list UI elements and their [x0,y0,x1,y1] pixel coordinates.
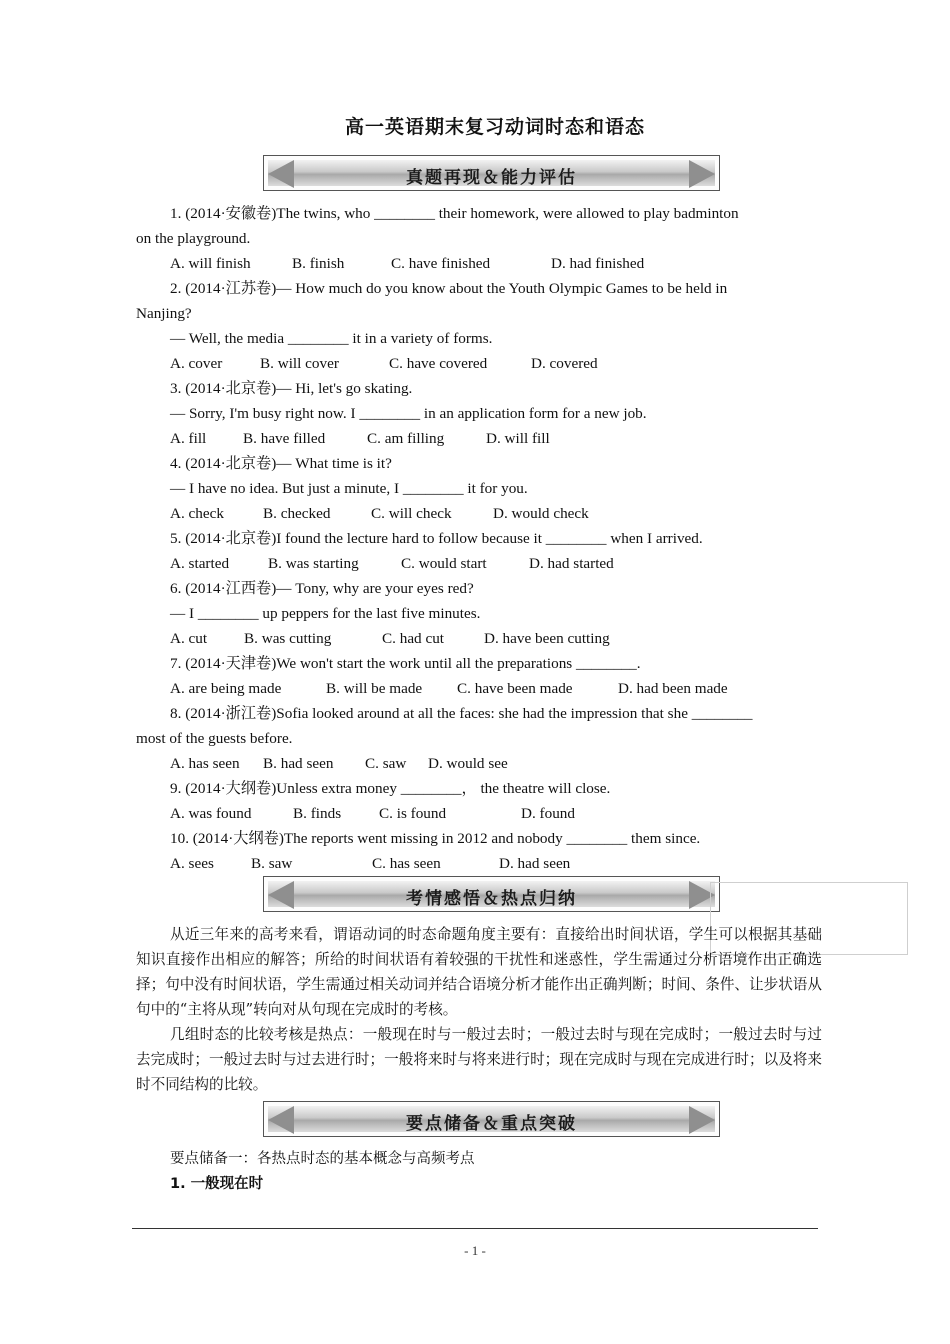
section-banner-exam-review [263,155,720,191]
option-c: C. has seen [372,855,441,872]
question-stem: 4. (2014·北京卷)— What time is it? [170,455,392,472]
option-c: C. have covered [389,355,488,372]
option-d: D. covered [531,355,598,372]
question-options [136,801,820,826]
question-10 [136,826,820,876]
question-stem: 6. (2014·江西卷)— Tony, why are your eyes red? [170,580,474,597]
question-options [136,626,820,651]
option-a: A. has seen [170,755,240,772]
question-5 [136,526,820,576]
footer-divider [132,1228,818,1229]
option-a: A. cover [170,355,223,372]
option-a: A. will finish [170,255,251,272]
option-a: A. fill [170,430,207,447]
option-d: D. had started [529,555,614,572]
question-3 [136,376,820,451]
option-c: C. am filling [367,430,445,447]
option-b: B. finds [293,805,342,822]
option-a: A. check [170,505,224,522]
option-c: C. had cut [382,630,445,647]
option-c: C. saw [365,755,407,772]
option-b: B. saw [251,855,293,872]
question-options [136,551,820,576]
option-a: A. sees [170,855,214,872]
option-d: D. will fill [486,430,550,447]
option-a: A. was found [170,805,252,822]
option-d: D. have been cutting [484,630,610,647]
analysis-paragraph-2: 几组时态的比较考核是热点：一般现在时与一般过去时；一般过去时与现在完成时；一般过去时与过去完成时；一般过去时与过去进行时；一般将来时与将来进行时；现在完成时与现在完成进行时；以及将来时不同结构的比较。 [136,1026,822,1093]
option-b: B. had seen [263,755,334,772]
section-item-1: 1. 一般现在时 [170,1176,264,1192]
option-b: B. will be made [326,680,423,697]
question-6 [136,576,820,651]
document-title: 高一英语期末复习动词时态和语态 [344,116,645,138]
question-9 [136,776,820,826]
question-stem: 7. (2014·天津卷)We won't start the work until all the preparations ________. [170,655,641,672]
question-list [136,201,820,876]
section-banner-key-points [263,1101,720,1137]
question-stem: 5. (2014·北京卷)I found the lecture hard to follow because it ________ when I arrived. [170,530,703,547]
option-b: B. will cover [260,355,339,372]
banner-label: 要点储备＆重点突破 [406,1114,577,1134]
option-d: D. had seen [499,855,571,872]
option-c: C. is found [379,805,447,822]
question-4 [136,451,820,526]
question-2 [136,276,820,376]
question-options [136,751,820,776]
question-7 [136,651,820,701]
page-number: - 1 - [464,1243,486,1258]
question-stem: 1. (2014·安徽卷)The twins, who ________ their homework, were allowed to play badminton [170,205,739,222]
question-stem-continued: most of the guests before. [136,730,293,747]
section-heading: 要点储备一：各热点时态的基本概念与高频考点 [170,1151,475,1167]
question-reply: — Sorry, I'm busy right now. I ________ in an application form for a new job. [170,405,647,422]
option-a: A. cut [170,630,208,647]
option-b: B. was starting [268,555,359,572]
banner-label: 考情感悟＆热点归纳 [406,889,577,909]
question-options [136,426,820,451]
question-reply: — Well, the media ________ it in a variety of forms. [170,330,493,347]
question-stem: 8. (2014·浙江卷)Sofia looked around at all the faces: she had the impression that she ________ [170,705,753,722]
question-reply: — I ________ up peppers for the last five minutes. [170,605,481,622]
banner-label: 真题再现＆能力评估 [406,168,577,188]
question-reply: — I have no idea. But just a minute, I ________ it for you. [170,480,528,497]
question-options [136,351,820,376]
analysis-text [136,922,822,1097]
option-a: A. started [170,555,230,572]
option-a: A. are being made [170,680,282,697]
option-d: D. had finished [551,255,645,272]
option-c: C. have been made [457,680,573,697]
question-options [136,676,820,701]
question-1 [136,201,820,276]
question-options [136,251,820,276]
question-stem: 9. (2014·大纲卷)Unless extra money ________， the theatre will close. [170,780,611,797]
option-c: C. would start [401,555,487,572]
option-b: B. finish [292,255,345,272]
question-stem: 10. (2014·大纲卷)The reports went missing in 2012 and nobody ________ them since. [170,830,701,847]
option-d: D. would see [428,755,508,772]
option-c: C. have finished [391,255,491,272]
option-d: D. had been made [618,680,728,697]
option-b: B. have filled [243,430,326,447]
option-b: B. checked [263,505,331,522]
option-b: B. was cutting [244,630,332,647]
question-stem: 3. (2014·北京卷)— Hi, let's go skating. [170,380,413,397]
question-stem: 2. (2014·江苏卷)— How much do you know about the Youth Olympic Games to be held in [170,280,728,297]
option-c: C. will check [371,505,452,522]
section-banner-exam-trends [263,876,720,912]
question-stem-continued: Nanjing? [136,305,192,322]
question-8 [136,701,820,776]
question-stem-continued: on the playground. [136,230,251,247]
option-d: D. would check [493,505,589,522]
question-options [136,851,820,876]
option-d: D. found [521,805,575,822]
analysis-paragraph-1: 从近三年来的高考来看，谓语动词的时态命题角度主要有：直接给出时间状语，学生可以根据其基础知识直接作出相应的解答；所给的时间状语有着较强的干扰性和迷惑性，学生需通过分析语境作出正确选择；句中没有时间状语，学生需通过相关动词并结合语境分析才能作出正确判断；时间、条件、让步状语从句中的“主将从现”转向对从句现在完成时的考核。 [136,926,822,1018]
question-options [136,501,820,526]
